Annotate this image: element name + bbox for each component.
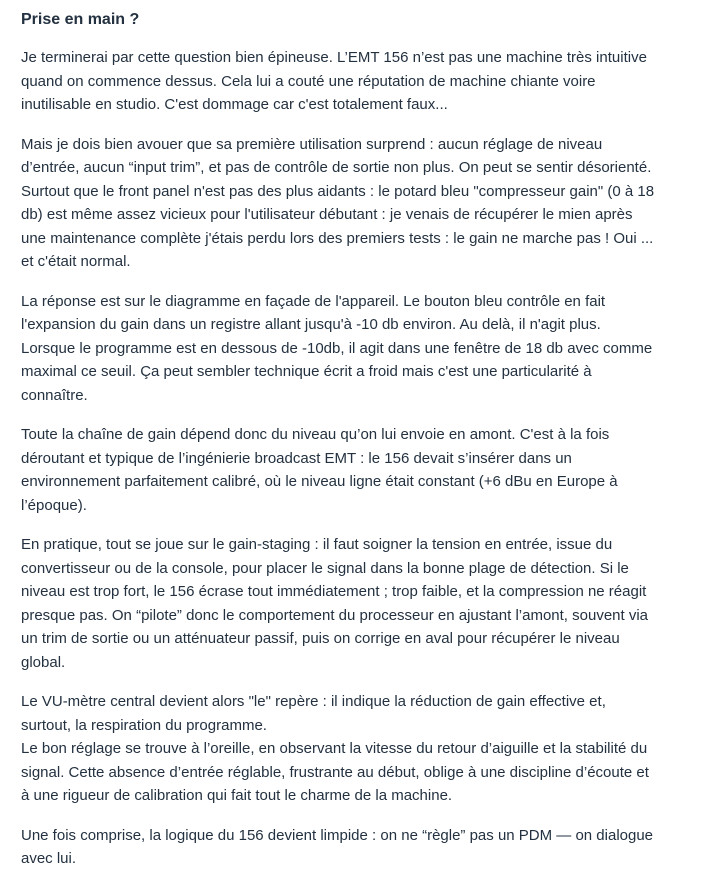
- post-paragraph-5: En pratique, tout se joue sur le gain-staging : il faut soigner la tension en entrée, issue du convertisseur ou de la console, pour placer le signal dans la bonne plage de détection. Si le niveau est trop fort, le 156 écrase tout immédiatement ; trop faible, et la compression ne réagit presque pas. On “pilote” donc le comportement du processeur en ajustant l’amont, souvent via un trim de sortie ou un atténuateur passif, puis on corrige en aval pour récupérer le niveau global.: [21, 536, 649, 671]
- post-paragraph-4: Toute la chaîne de gain dépend donc du niveau qu’on lui envoie en amont. C'est à la fois déroutant et typique de l’ingénierie broadcast EMT : le 156 devait s’insérer dans un environnement parfaitement calibré, où le niveau ligne était constant (+6 dBu en Europe à l’époque).: [21, 426, 618, 514]
- post-paragraph-2: Mais je dois bien avouer que sa première utilisation surprend : aucun réglage de niveau d’entrée, aucun “input trim”, et pas de contrôle de sortie non plus. On peut se sentir désorienté. Surtout que le front panel n'est pas des plus aidants : le potard bleu "compresseur gain" (0 à 18 db) est même assez vicieux pour l'utilisateur débutant : je venais de récupérer le mien après une maintenance complète j'étais perdu lors des premiers tests : le gain ne marche pas ! Oui ... et c'était normal.: [21, 135, 655, 270]
- post-paragraph-6: Le VU-mètre central devient alors "le" repère : il indique la réduction de gain effective et, surtout, la respiration du programme. Le bon réglage se trouve à l’oreille, en observant la vitesse du retour d’aiguille et la stabilité du signal. Cette absence d’entrée réglable, frustrante au début, oblige à une discipline d’écoute et à une rigueur de calibration qui fait tout le charme de la machine.: [21, 693, 649, 804]
- post-heading: Prise en main ?: [21, 11, 140, 28]
- post-paragraph-1: Je terminerai par cette question bien épineuse. L’EMT 156 n’est pas une machine très intuitive quand on commence dessus. Cela lui a couté une réputation de machine chiante voire inutilisable en studio. C'est dommage car c'est totalement faux...: [21, 49, 647, 113]
- post-paragraph-3: La réponse est sur le diagramme en façade de l'appareil. Le bouton bleu contrôle en fait l'expansion du gain dans un registre allant jusqu'à -10 db environ. Au delà, il n'agit plus. Lorsque le programme est en dessous de -10db, il agit dans une fenêtre de 18 db avec comme maximal ce seuil. Ça peut sembler technique écrit a froid mais c'est une particularité à connaître.: [21, 292, 653, 404]
- post-paragraph-7: Une fois comprise, la logique du 156 devient limpide : on ne “règle” pas un PDM — on dialogue avec lui.: [21, 826, 654, 867]
